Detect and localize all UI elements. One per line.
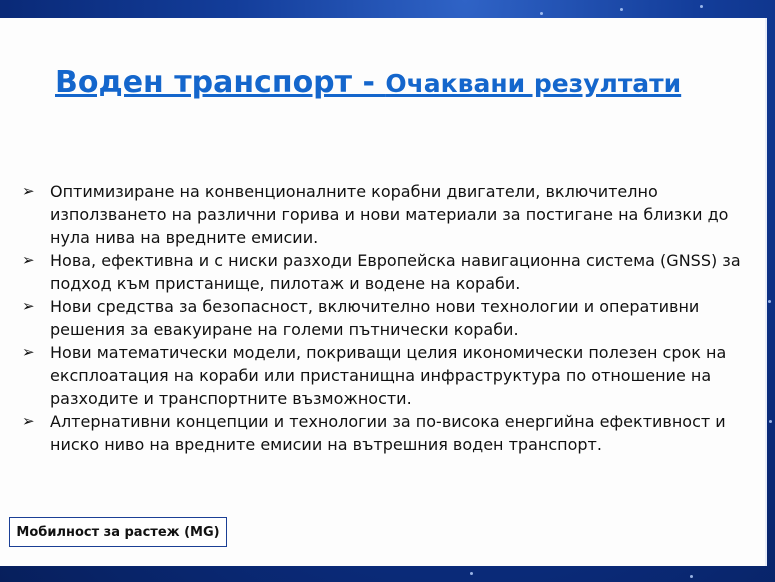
slide-title-subtitle: Очаквани резултати bbox=[385, 69, 682, 98]
arrowhead-bullet-icon: ➢ bbox=[22, 297, 35, 315]
program-label: Мобилност за растеж (MG) bbox=[16, 524, 220, 540]
sparkle-decoration bbox=[540, 12, 543, 15]
slide-title bbox=[55, 64, 681, 99]
list-item bbox=[22, 249, 742, 295]
sparkle-decoration bbox=[768, 300, 771, 303]
bullet-text: Алтернативни концепции и технологии за по-висока енергийна ефективност и ниско ниво на вредните емисии на вътрешния воден транспорт. bbox=[50, 412, 726, 454]
list-item bbox=[22, 180, 742, 249]
slide-title-main: Воден транспорт - bbox=[55, 65, 386, 100]
bullet-text: Нова, ефективна и с ниски разходи Европейска навигационна система (GNSS) за подход към пристанище, пилотаж и водене на кораби. bbox=[50, 251, 741, 293]
arrowhead-bullet-icon: ➢ bbox=[22, 343, 35, 361]
sparkle-decoration bbox=[700, 5, 703, 8]
list-item bbox=[22, 341, 742, 410]
list-item bbox=[22, 295, 742, 341]
arrowhead-bullet-icon: ➢ bbox=[22, 251, 35, 269]
slide-content-panel bbox=[0, 18, 767, 566]
sparkle-decoration bbox=[620, 8, 623, 11]
bullet-text: Нови математически модели, покриващи целия икономически полезен срок на експлоатация на кораби или пристанищна инфраструктура по отношение на разходите и транспортните възможности. bbox=[50, 343, 727, 408]
sparkle-decoration bbox=[690, 575, 693, 578]
program-label-box bbox=[9, 517, 227, 547]
sparkle-decoration bbox=[769, 420, 772, 423]
bullet-text: Оптимизиране на конвенционалните корабни двигатели, включително използването на различни горива и нови материали за постигане на близки до нула нива на вредните емисии. bbox=[50, 182, 729, 247]
sparkle-decoration bbox=[470, 572, 473, 575]
bullet-text: Нови средства за безопасност, включително нови технологии и оперативни решения за евакуиране на големи пътнически кораби. bbox=[50, 297, 700, 339]
arrowhead-bullet-icon: ➢ bbox=[22, 182, 35, 200]
bullet-list bbox=[22, 180, 742, 456]
arrowhead-bullet-icon: ➢ bbox=[22, 412, 35, 430]
list-item bbox=[22, 410, 742, 456]
